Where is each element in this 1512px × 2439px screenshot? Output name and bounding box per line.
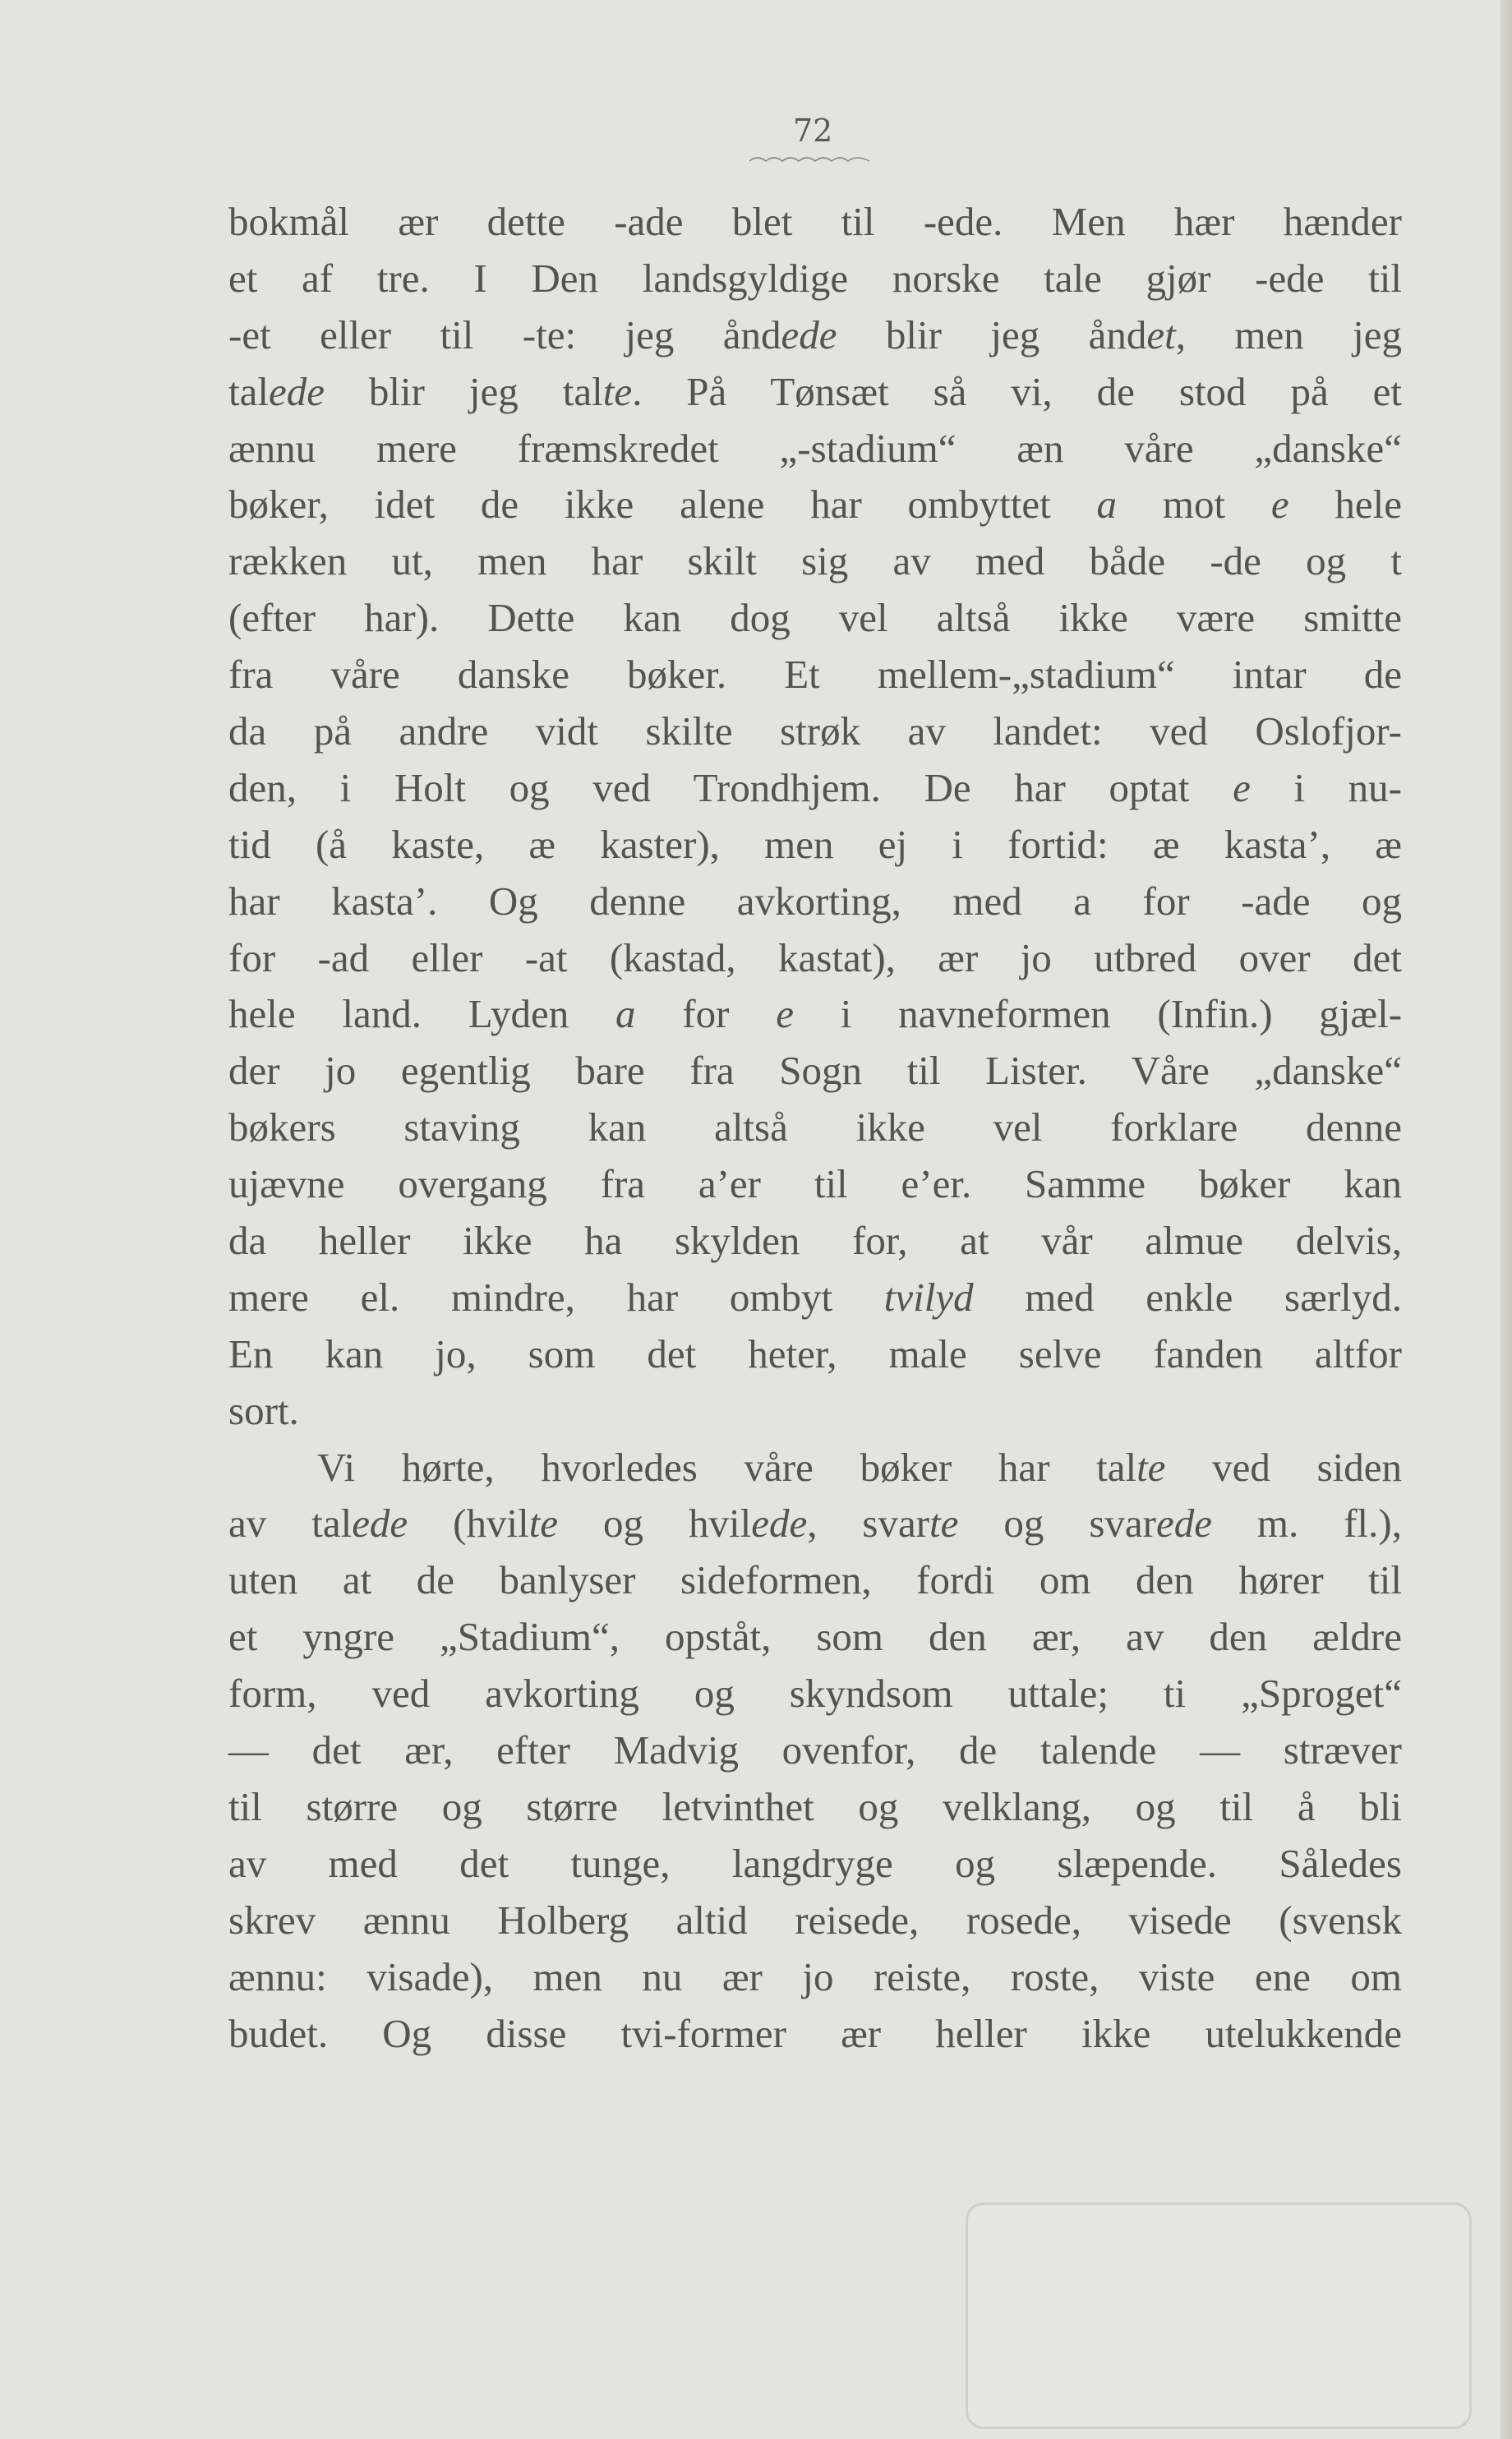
- page-number: 72: [793, 113, 833, 149]
- text-line: et yngre „Stadium“, opståt, som den ær, av den ældre: [228, 1614, 1402, 1660]
- text-line: der jo egentlig bare fra Sogn til Lister. Våre „danske“: [228, 1048, 1402, 1094]
- text-line: bøkers staving kan altså ikke vel forklare denne: [228, 1104, 1402, 1150]
- bottom-label-box: [966, 2202, 1472, 2429]
- text-line: budet. Og disse tvi-former ær heller ikke utelukkende: [228, 2010, 1402, 2056]
- text-line: Vi hørte, hvorledes våre bøker har talte ved siden: [317, 1444, 1402, 1490]
- text-line: skrev ænnu Holberg altid reisede, rosede, visede (svensk: [228, 1897, 1402, 1943]
- text-line: talede blir jeg talte. På Tønsæt så vi, de stod på et: [228, 368, 1402, 414]
- page-edge: [1500, 0, 1512, 2439]
- text-line: ænnu: visade), men nu ær jo reiste, roste, viste ene om: [228, 1953, 1402, 1999]
- page-number-ornament: [748, 153, 871, 164]
- text-line: ænnu mere fræmskredet „-stadium“ æn våre „danske“: [228, 425, 1402, 471]
- text-line: bokmål ær dette -ade blet til -ede. Men hær hænder: [228, 199, 1402, 244]
- text-line: En kan jo, som det heter, male selve fanden altfor: [228, 1330, 1402, 1376]
- text-line: til større og større letvinthet og velklang, og til å bli: [228, 1783, 1402, 1829]
- text-line: av talede (hvilte og hvilede, svarte og svarede m. fl.),: [228, 1501, 1402, 1547]
- text-line: — det ær, efter Madvig ovenfor, de talende — stræver: [228, 1727, 1402, 1773]
- text-line: -et eller til -te: jeg åndede blir jeg åndet, men jeg: [228, 311, 1403, 357]
- text-line: den, i Holt og ved Trondhjem. De har optat e i nu-: [228, 764, 1402, 810]
- text-line: for -ad eller -at (kastad, kastat), ær jo utbred over det: [228, 934, 1402, 980]
- text-line: mere el. mindre, har ombyt tvilyd med enkle særlyd.: [228, 1274, 1402, 1320]
- text-line: (efter har). Dette kan dog vel altså ikke være smitte: [228, 595, 1402, 641]
- body-text: [228, 194, 1402, 2062]
- text-line: et af tre. I Den landsgyldige norske tale gjør -ede til: [228, 255, 1402, 301]
- text-line: form, ved avkorting og skyndsom uttale; ti „Sproget“: [228, 1671, 1402, 1717]
- text-line: sort.: [228, 1387, 299, 1433]
- text-line: da på andre vidt skilte strøk av landet: ved Oslofjor-: [228, 708, 1402, 754]
- text-line: tid (å kaste, æ kaster), men ej i fortid: æ kasta’, æ: [228, 821, 1402, 867]
- text-line: har kasta’. Og denne avkorting, med a for -ade og: [228, 878, 1402, 924]
- text-line: ujævne overgang fra a’er til e’er. Samme bøker kan: [228, 1161, 1402, 1207]
- text-line: hele land. Lyden a for e i navneformen (Infin.) gjæl-: [228, 991, 1403, 1037]
- text-line: fra våre danske bøker. Et mellem-„stadium“ intar de: [228, 652, 1402, 698]
- text-line: av med det tunge, langdryge og slæpende. Således: [228, 1840, 1402, 1886]
- text-line: rækken ut, men har skilt sig av med både -de og t: [228, 538, 1402, 584]
- text-line: da heller ikke ha skylden for, at vår almue delvis,: [228, 1218, 1402, 1264]
- text-line: uten at de banlyser sideformen, fordi om den hører til: [228, 1557, 1402, 1603]
- text-line: bøker, idet de ikke alene har ombyttet a mot e hele: [228, 482, 1402, 528]
